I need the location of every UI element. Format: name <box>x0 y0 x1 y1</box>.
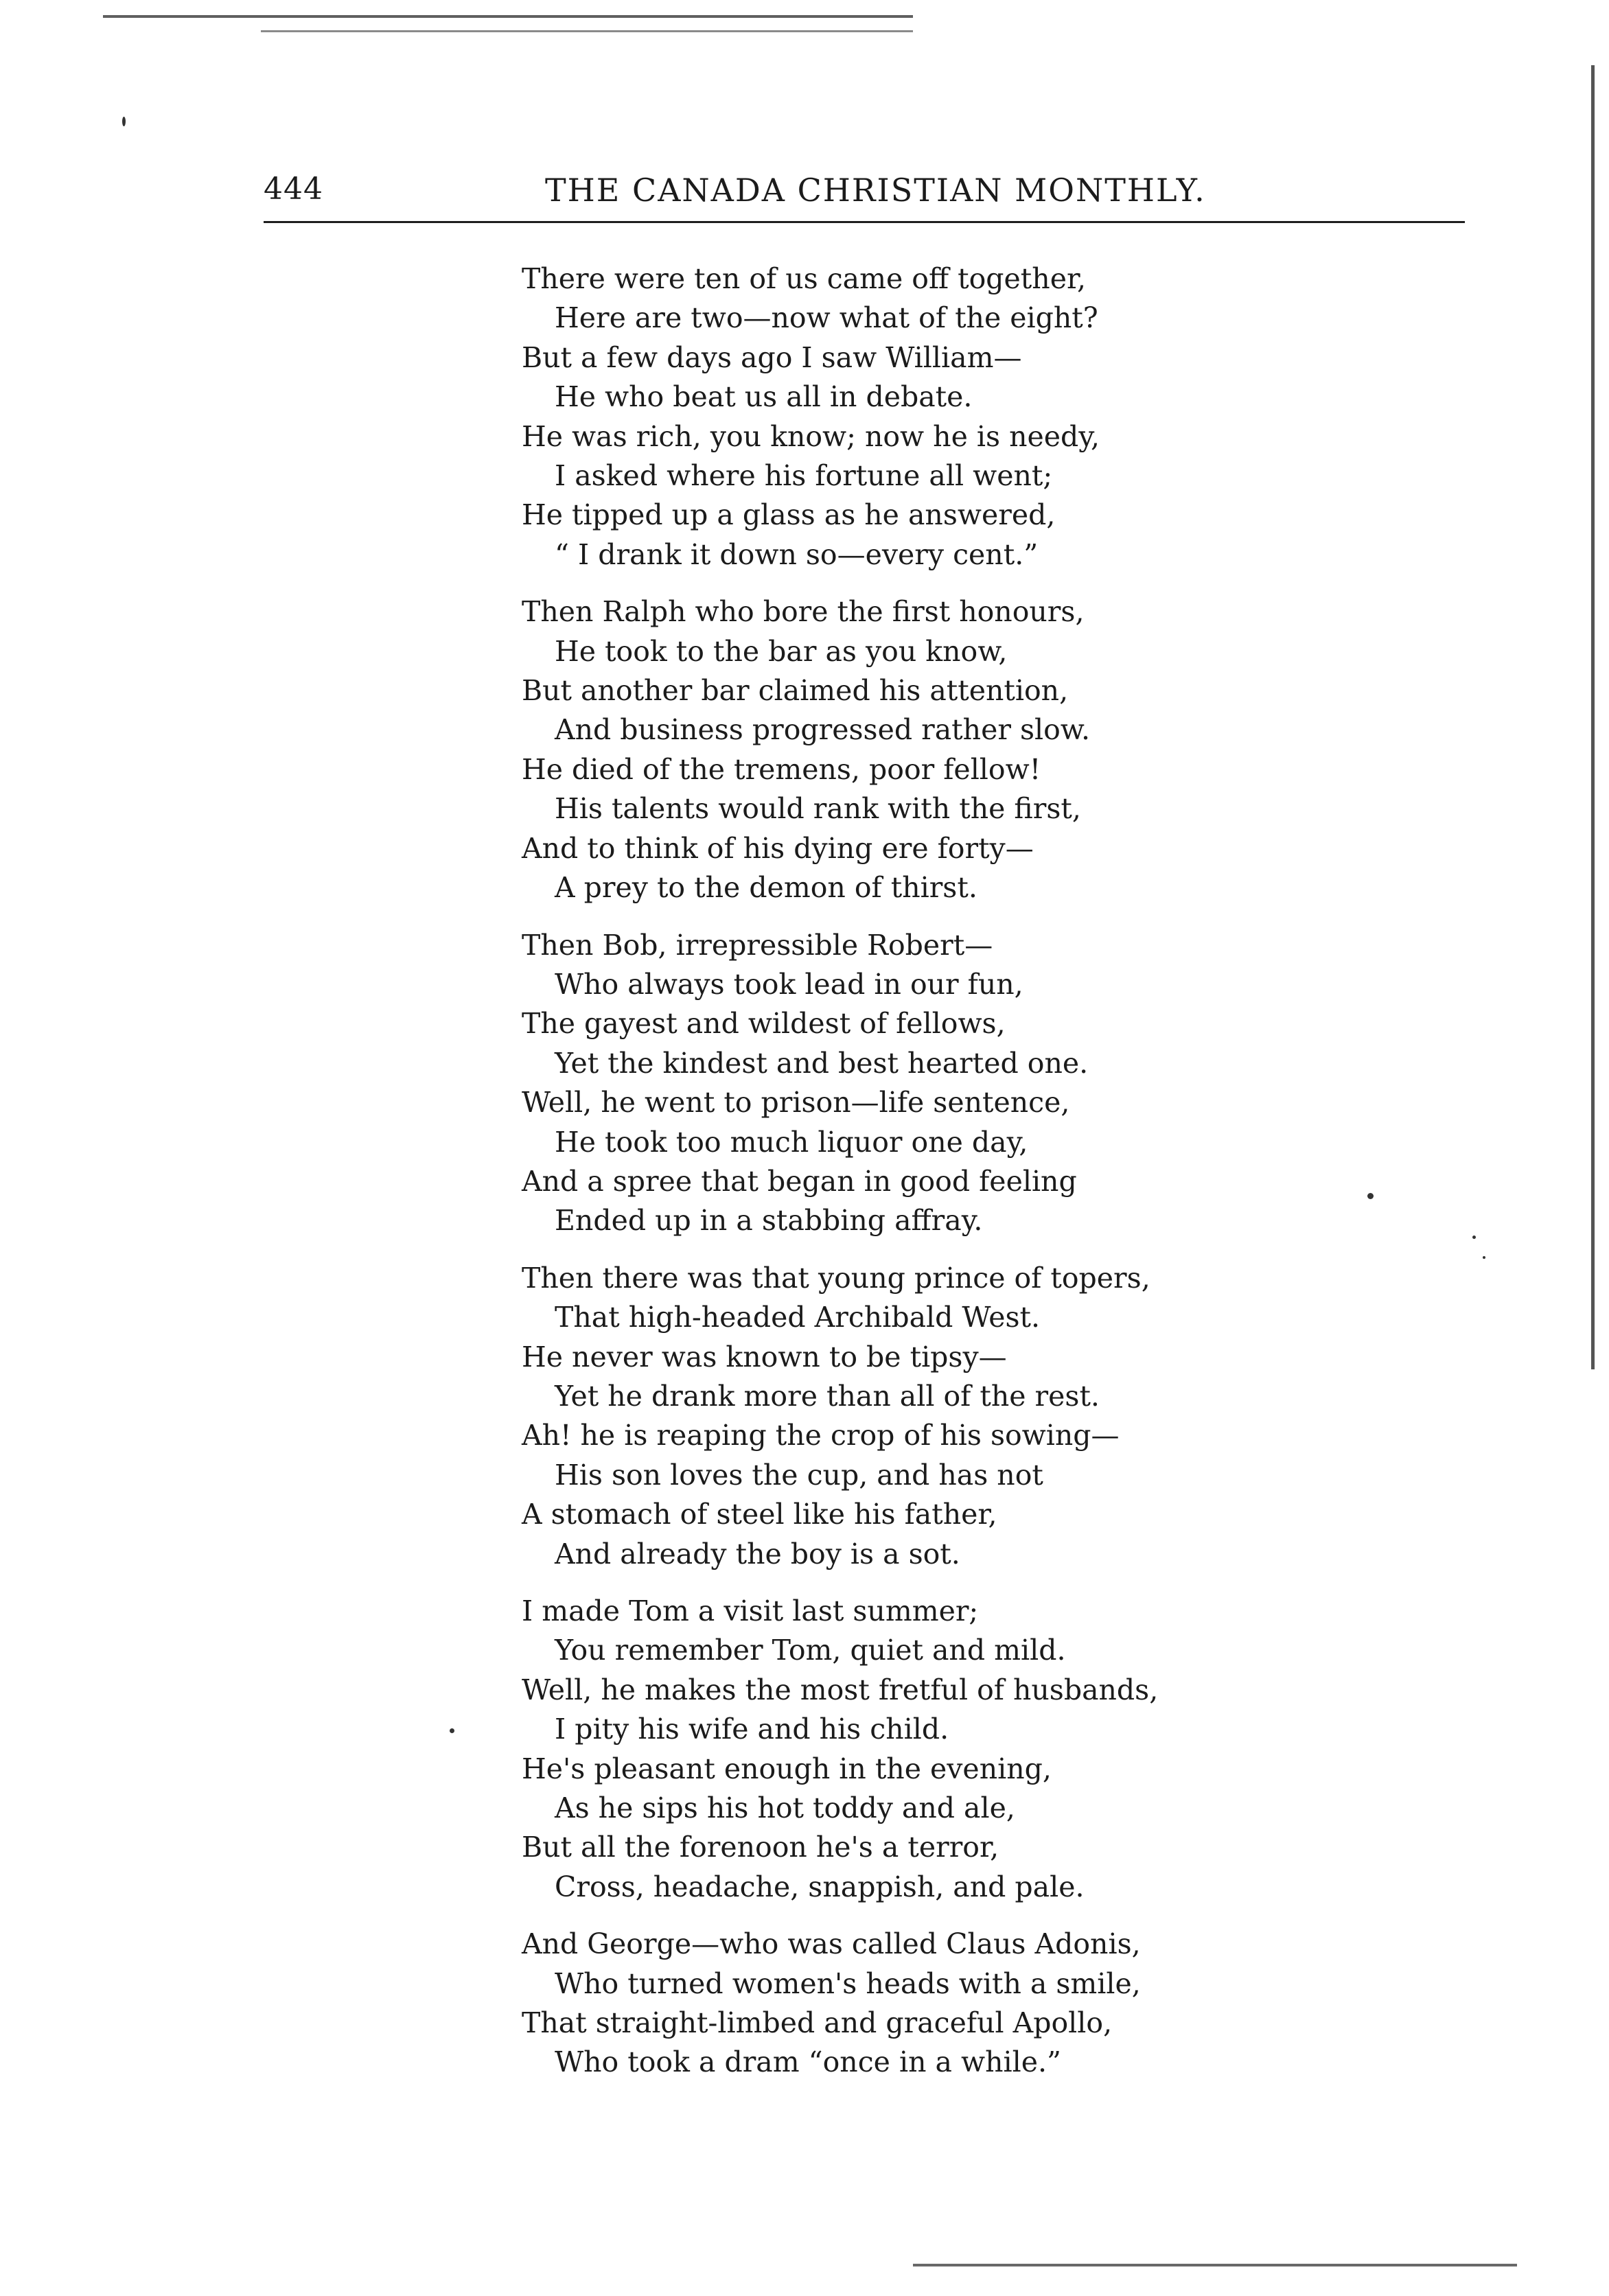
stanza <box>522 259 1414 575</box>
scan-artifact-right-edge <box>1591 65 1595 1369</box>
running-header <box>264 172 1465 221</box>
poem-line: I pity his wife and his child. <box>555 1713 949 1746</box>
stanza <box>522 1925 1414 2083</box>
poem-line: And George—who was called Claus Adonis, <box>522 1927 1141 1961</box>
poem-line: That high-headed Archibald West. <box>555 1301 1041 1334</box>
scan-artifact-bottom <box>913 2264 1517 2266</box>
poem-line: Yet he drank more than all of the rest. <box>555 1379 1100 1413</box>
poem-line: He died of the tremens, poor fellow! <box>522 752 1041 786</box>
speck <box>1483 1256 1485 1259</box>
poem-line: Well, he went to prison—life sentence, <box>522 1086 1070 1120</box>
poem-line: Then Bob, irrepressible Robert— <box>522 928 993 962</box>
speck <box>122 117 126 126</box>
poem-line: As he sips his hot toddy and ale, <box>555 1791 1015 1825</box>
poem-line: But a few days ago I saw William— <box>522 340 1022 374</box>
speck <box>1472 1236 1476 1239</box>
poem-line: He took too much liquor one day, <box>555 1125 1028 1159</box>
poem-line: Well, he makes the most fretful of husbands, <box>522 1673 1159 1706</box>
poem-line: He never was known to be tipsy— <box>522 1340 1007 1373</box>
poem-line: That straight-limbed and graceful Apollo, <box>522 2006 1113 2040</box>
poem-line: I made Tom a visit last summer; <box>522 1595 979 1627</box>
stanza <box>522 592 1414 907</box>
poem-line: I asked where his fortune all went; <box>555 459 1053 493</box>
poem-line: But all the forenoon he's a terror, <box>522 1831 999 1864</box>
poem-line: He who beat us all in debate. <box>555 380 973 414</box>
poem-line: Here are two—now what of the eight? <box>555 301 1098 335</box>
header-rule <box>264 221 1465 223</box>
poem-line: And business progressed rather slow. <box>555 713 1091 747</box>
poem-line: Yet the kindest and best hearted one. <box>555 1046 1089 1080</box>
running-title: THE CANADA CHRISTIAN MONTHLY. <box>545 172 1206 209</box>
poem-line: And to think of his dying ere forty— <box>522 831 1034 865</box>
poem-line: His son loves the cup, and has not <box>555 1458 1043 1492</box>
poem-line: Who always took lead in our fun, <box>555 967 1023 1001</box>
poem-line: You remember Tom, quiet and mild. <box>555 1634 1066 1667</box>
scan-artifact-top-2 <box>261 30 913 32</box>
poem-line: A prey to the demon of thirst. <box>555 871 977 905</box>
scan-artifact-top <box>103 15 913 18</box>
poem-line: “ I drank it down so—every cent.” <box>555 537 1039 571</box>
poem-line: Who turned women's heads with a smile, <box>555 1967 1141 2000</box>
poem-line: Who took a dram “once in a while.” <box>555 2045 1061 2079</box>
poem-line: Ah! he is reaping the crop of his sowing— <box>522 1419 1120 1452</box>
poem-line: There were ten of us came off together, <box>522 262 1087 295</box>
poem-line: Then Ralph who bore the first honours, <box>522 595 1085 629</box>
stanza <box>522 1259 1414 1574</box>
stanza <box>522 1592 1414 1907</box>
poem-line: And a spree that began in good feeling <box>522 1164 1077 1198</box>
poem-line: But another bar claimed his attention, <box>522 674 1069 708</box>
poem-line: He's pleasant enough in the evening, <box>522 1752 1052 1785</box>
poem-line: He tipped up a glass as he answered, <box>522 498 1056 532</box>
page-number: 444 <box>264 172 323 207</box>
poem-line: Ended up in a stabbing affray. <box>555 1204 983 1238</box>
poem-line: The gayest and wildest of fellows, <box>522 1007 1006 1041</box>
poem-line: A stomach of steel like his father, <box>522 1498 997 1531</box>
poem-line: Then there was that young prince of topers, <box>522 1261 1150 1295</box>
poem-line: And already the boy is a sot. <box>555 1537 960 1570</box>
poem-line: Cross, headache, snappish, and pale. <box>555 1870 1085 1903</box>
speck <box>450 1728 454 1733</box>
stanza <box>522 926 1414 1241</box>
poem-line: He was rich, you know; now he is needy, <box>522 419 1100 453</box>
poem-line: His talents would rank with the first, <box>555 792 1081 826</box>
poem-line: He took to the bar as you know, <box>555 634 1008 668</box>
poem <box>522 259 1414 2100</box>
